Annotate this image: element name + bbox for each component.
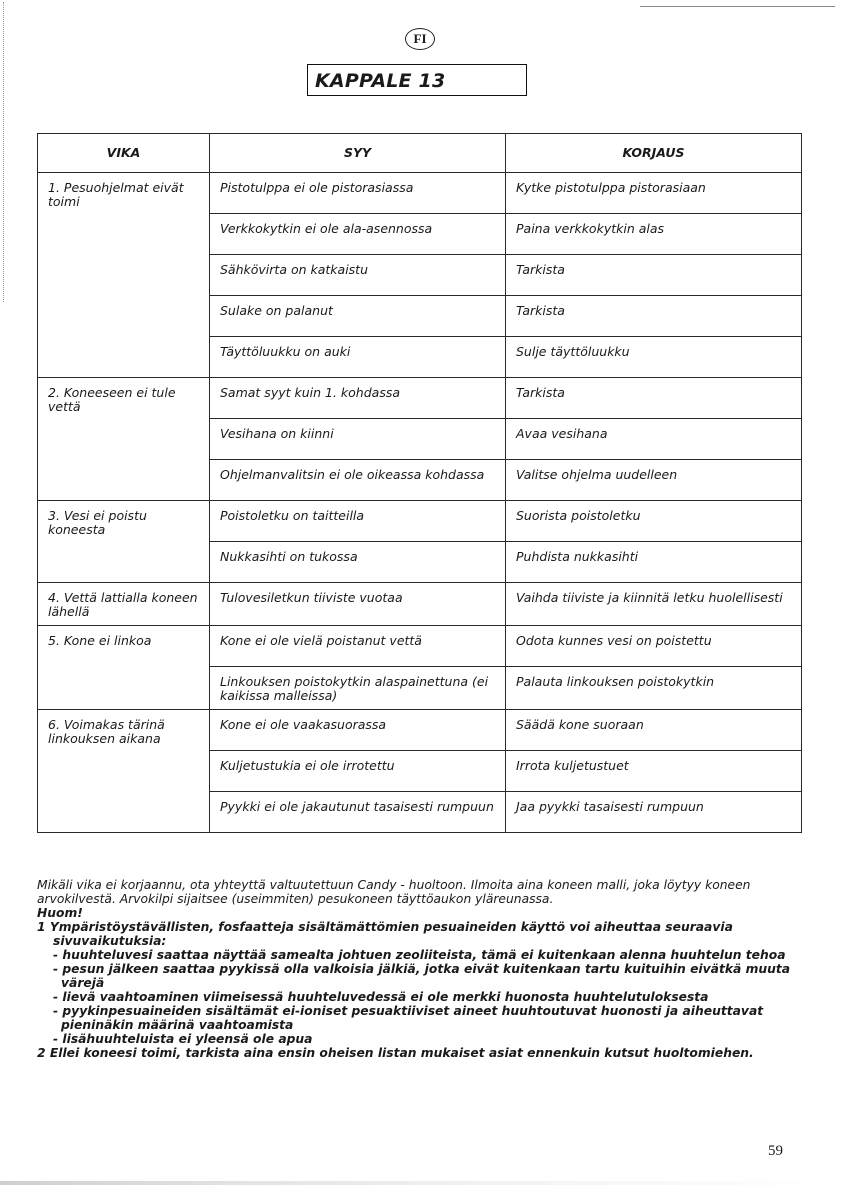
note-heading: Huom! (37, 906, 83, 920)
table-row (38, 626, 802, 667)
header-fix: KORJAUS (506, 134, 802, 173)
fix-cell: Paina verkkokytkin alas (506, 214, 802, 255)
fix-cell: Suorista poistoletku (506, 501, 802, 542)
fix-cell: Säädä kone suoraan (506, 710, 802, 751)
scan-edge-left (3, 2, 5, 302)
fix-cell: Tarkista (506, 378, 802, 419)
fault-cell: 6. Voimakas tärinä linkouksen aikana (38, 710, 210, 833)
scan-edge-top (640, 6, 835, 8)
note-point-1: 1 Ympäristöystävällisten, fosfaatteja sisältämättömien pesuaineiden käyttö voi aiheuttaa seuraavia (37, 920, 733, 934)
fault-cell: 5. Kone ei linkoa (38, 626, 210, 710)
cause-cell: Verkkokytkin ei ole ala-asennossa (210, 214, 506, 255)
fix-cell: Sulje täyttöluukku (506, 337, 802, 378)
note-bullet: - lisähuuhteluista ei yleensä ole apua (53, 1032, 313, 1046)
table-row (38, 583, 802, 626)
intro-paragraph: Mikäli vika ei korjaannu, ota yhteyttä valtuutettuun Candy - huoltoon. Ilmoita aina koneen malli, joka löytyy koneen arvokilvestä. Arvokilpi sijaitsee (useimmiten) pesukoneen täyttöaukon yläreunassa. (37, 878, 751, 906)
cause-cell: Pyykki ei ole jakautunut tasaisesti rumpuun (210, 792, 506, 833)
fix-cell: Kytke pistotulppa pistorasiaan (506, 173, 802, 214)
cause-cell: Samat syyt kuin 1. kohdassa (210, 378, 506, 419)
fix-cell: Jaa pyykki tasaisesti rumpuun (506, 792, 802, 833)
fault-cell: 3. Vesi ei poistu koneesta (38, 501, 210, 583)
cause-cell: Pistotulppa ei ole pistorasiassa (210, 173, 506, 214)
fix-cell: Avaa vesihana (506, 419, 802, 460)
cause-cell: Täyttöluukku on auki (210, 337, 506, 378)
troubleshooting-table (37, 133, 802, 833)
note-bullet: - pyykinpesuaineiden sisältämät ei-ioniset pesuaktiiviset aineet huuhtoutuvat huonosti ja aiheuttavat pieninäkin määrinä vaahtoamista (53, 1004, 764, 1032)
cause-cell: Tulovesiletkun tiiviste vuotaa (210, 583, 506, 626)
cause-cell: Kone ei ole vaakasuorassa (210, 710, 506, 751)
fault-cell: 1. Pesuohjelmat eivät toimi (38, 173, 210, 378)
table-row (38, 378, 802, 419)
cause-cell: Sähkövirta on katkaistu (210, 255, 506, 296)
cause-cell: Ohjelmanvalitsin ei ole oikeassa kohdassa (210, 460, 506, 501)
note-bullet: - lievä vaahtoaminen viimeisessä huuhteluvedessä ei ole merkki huonosta huuhtelutuloksesta (53, 990, 709, 1004)
cause-cell: Linkouksen poistokytkin alaspainettuna (ei kaikissa malleissa) (210, 667, 506, 710)
cause-cell: Poistoletku on taitteilla (210, 501, 506, 542)
cause-cell: Kone ei ole vielä poistanut vettä (210, 626, 506, 667)
scan-edge-bottom (0, 1181, 843, 1185)
chapter-title: KAPPALE 13 (307, 64, 527, 96)
note-point-2: 2 Ellei koneesi toimi, tarkista aina ensin oheisen listan mukaiset asiat ennenkuin kutsut huoltomiehen. (37, 1046, 754, 1060)
fix-cell: Odota kunnes vesi on poistettu (506, 626, 802, 667)
fix-cell: Palauta linkouksen poistokytkin (506, 667, 802, 710)
fix-cell: Puhdista nukkasihti (506, 542, 802, 583)
fault-cell: 2. Koneeseen ei tule vettä (38, 378, 210, 501)
note-bullet: - huuhteluvesi saattaa näyttää samealta johtuen zeoliiteista, tämä ei kuitenkaan alenna huuhtelun tehoa (53, 948, 786, 962)
fix-cell: Irrota kuljetustuet (506, 751, 802, 792)
language-badge: FI (405, 28, 435, 50)
notes-section (37, 878, 807, 1060)
header-cause: SYY (210, 134, 506, 173)
table-row (38, 710, 802, 751)
cause-cell: Vesihana on kiinni (210, 419, 506, 460)
cause-cell: Nukkasihti on tukossa (210, 542, 506, 583)
fix-cell: Tarkista (506, 296, 802, 337)
table-row (38, 173, 802, 214)
note-point-1-cont: sivuvaikutuksia: (53, 934, 167, 948)
header-fault: VIKA (38, 134, 210, 173)
note-bullet: - pesun jälkeen saattaa pyykissä olla valkoisia jälkiä, jotka eivät kuitenkaan tartu kuituihin eivätkä muuta värejä (53, 962, 791, 990)
table-header-row (38, 134, 802, 173)
fix-cell: Vaihda tiiviste ja kiinnitä letku huolellisesti (506, 583, 802, 626)
table-row (38, 501, 802, 542)
cause-cell: Sulake on palanut (210, 296, 506, 337)
fault-cell: 4. Vettä lattialla koneen lähellä (38, 583, 210, 626)
table-body (38, 173, 802, 833)
fix-cell: Valitse ohjelma uudelleen (506, 460, 802, 501)
cause-cell: Kuljetustukia ei ole irrotettu (210, 751, 506, 792)
fix-cell: Tarkista (506, 255, 802, 296)
page-number: 59 (768, 1143, 783, 1159)
